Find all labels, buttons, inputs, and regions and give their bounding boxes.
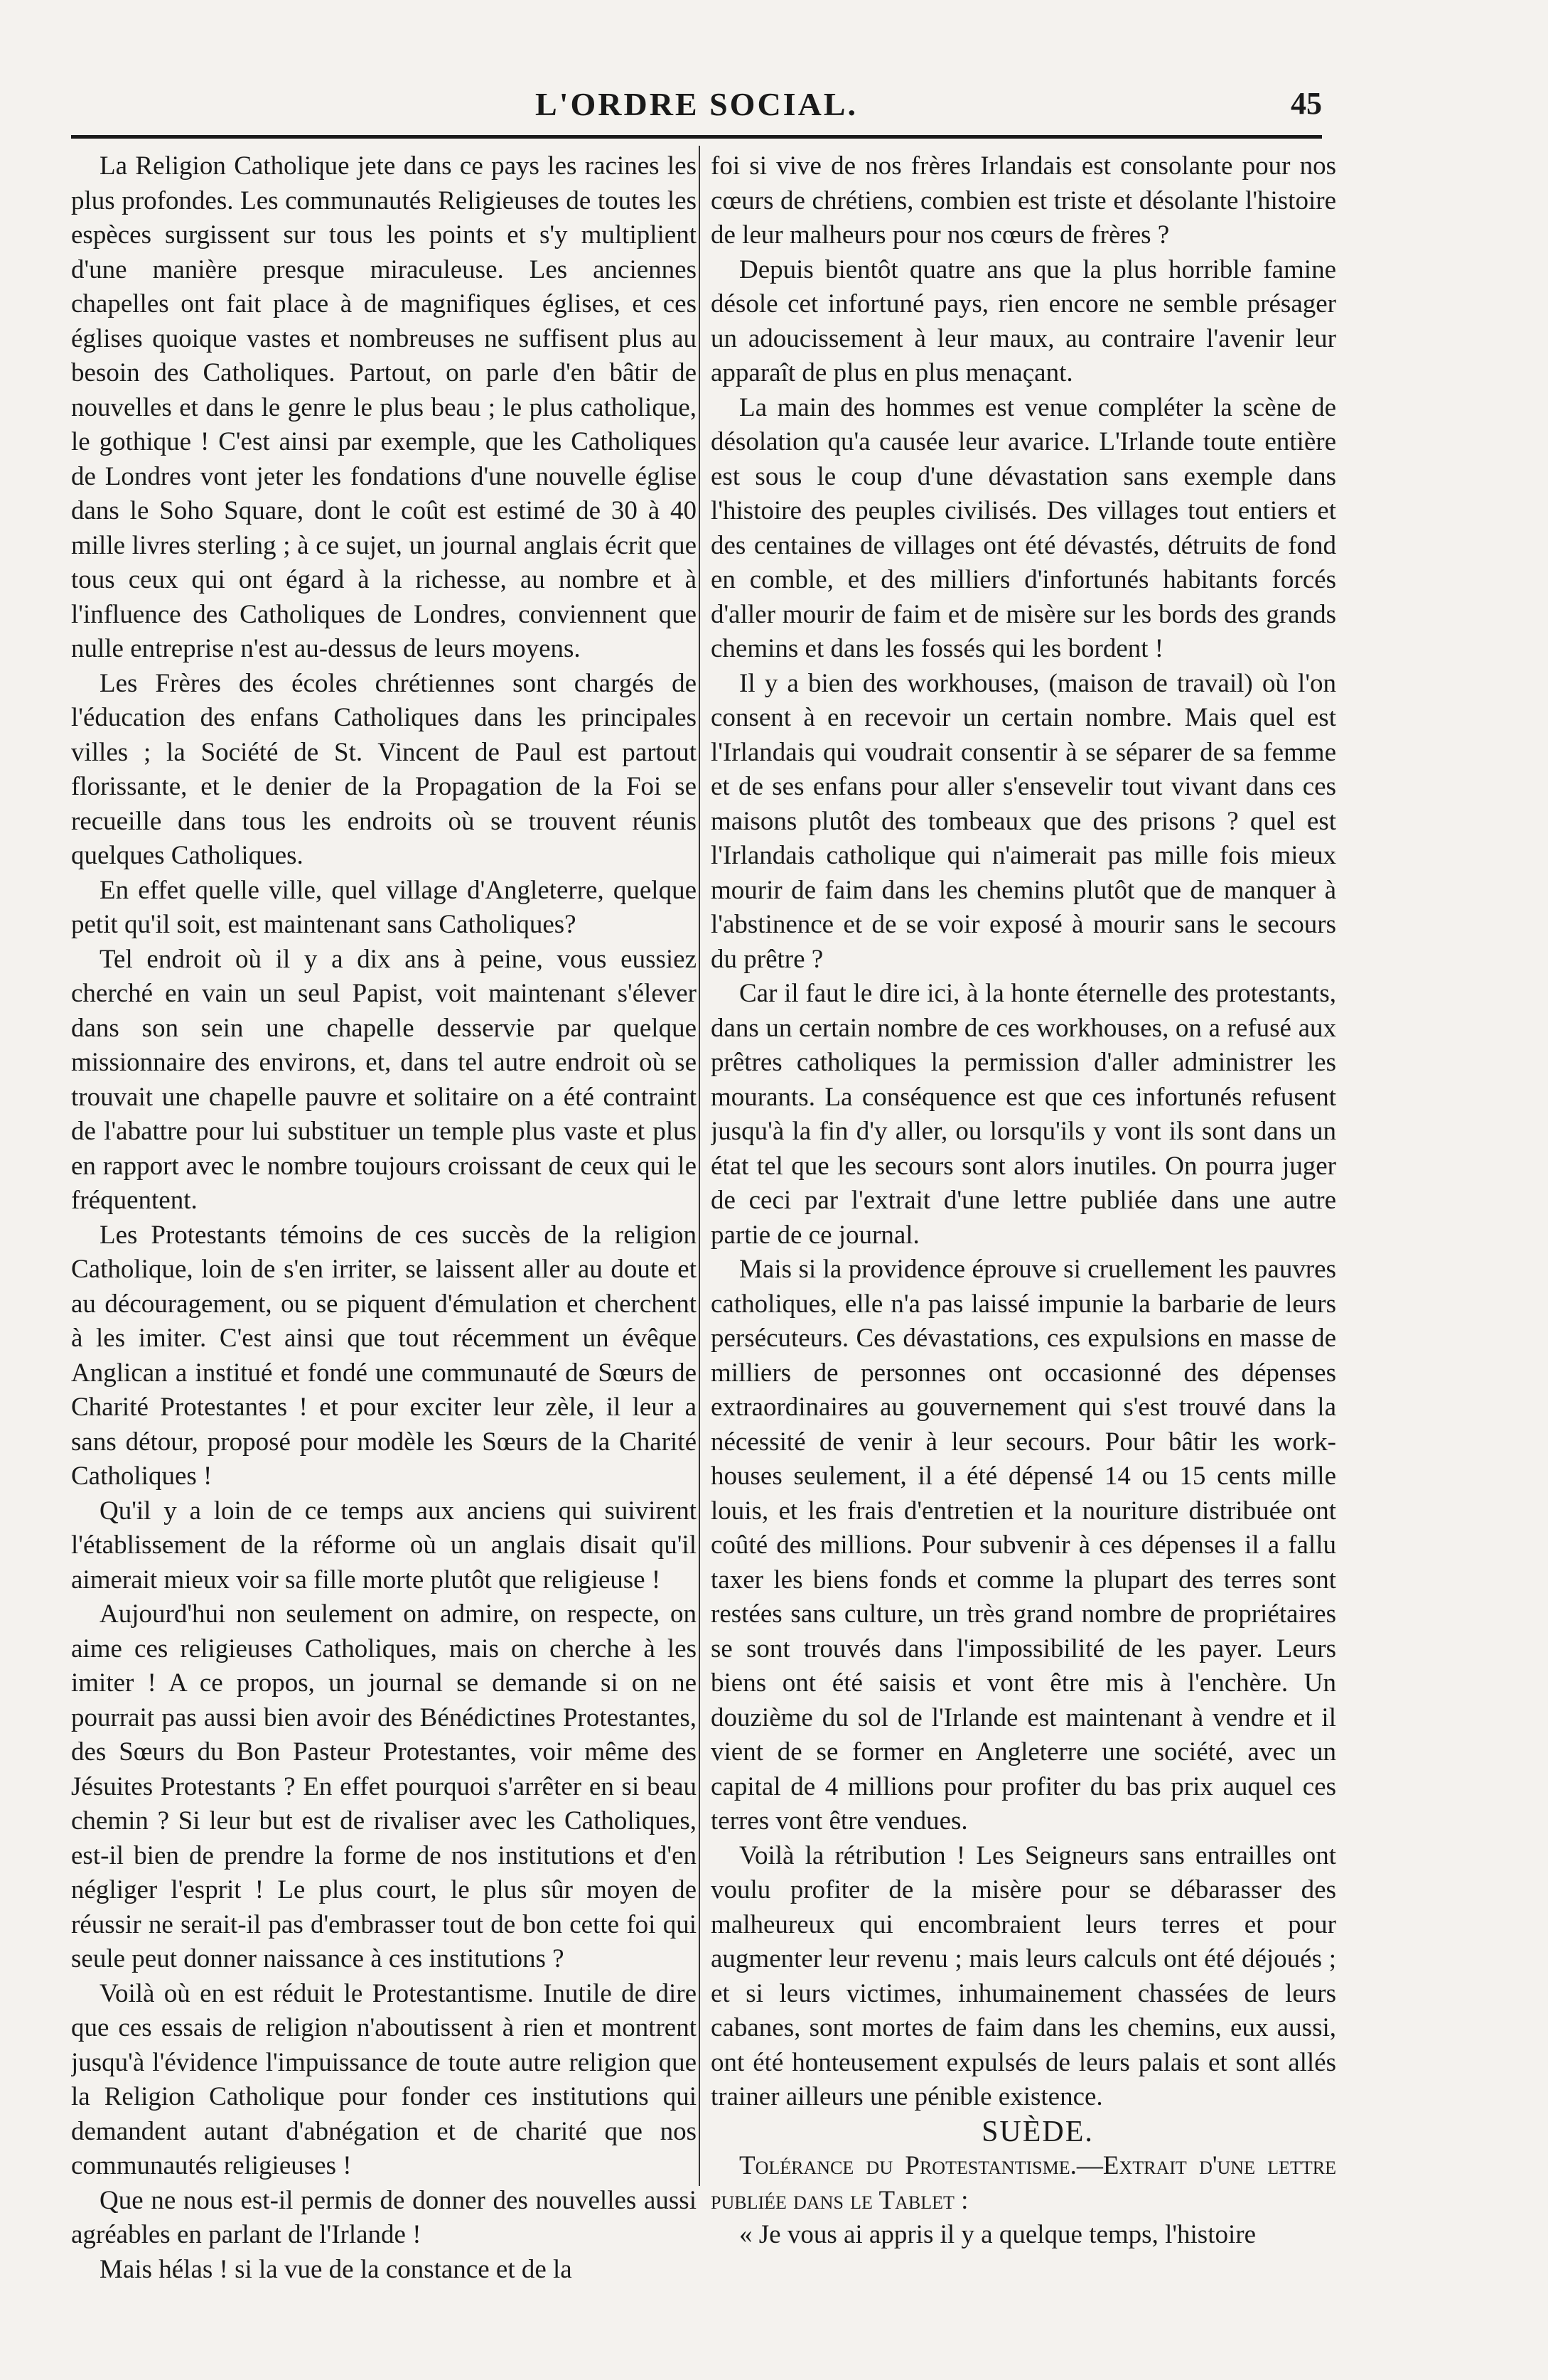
column-divider: [699, 146, 700, 2186]
paragraph: Que ne nous est-il permis de donner des nouvelles aussi agréables en parlant de l'Irlande !: [71, 2185, 697, 2249]
running-title: L'ORDRE SOCIAL.: [535, 86, 858, 122]
paragraph: Mais hélas ! si la vue de la constance et de la: [100, 2254, 572, 2284]
paragraph: Voilà où en est réduit le Protestantisme. Inutile de dire que ces essais de religion n'aboutissent à rien et montrent jusqu'à l'évidence l'impuissance de toute autre religion que la Religion Catholique pour fonder ces institutions qui demandent autant d'abnégation et de charité que nos communautés religieuses !: [71, 1978, 697, 2180]
paragraph: En effet quelle ville, quel village d'Angleterre, quelque petit qu'il soit, est maintenant sans Catholiques?: [71, 875, 697, 939]
paragraph: Voilà la rétribution ! Les Seigneurs sans entrailles ont voulu profiter de la misère pour se débarasser des malheureux qui encombraient leurs terres et pour augmenter leur revenu ; mais leurs calculs ont été déjoués ; et si leurs victimes, inhumainement chassées de leurs cabanes, sont mortes de faim dans les chemins, eux aussi, ont été honteusement expulsés de leurs palais et sont allés trainer ailleurs une pénible existence.: [711, 1840, 1336, 2111]
paragraph: Aujourd'hui non seulement on admire, on respecte, on aime ces religieuses Catholiques, mais on cherche à les imiter ! A ce propos, un journal se demande si on ne pourrait pas aussi bien avoir des Bénédictines Protestantes, des Sœurs du Bon Pasteur Protestantes, voir même des Jésuites Protestants ? En effet pourquoi s'arrêter en si beau chemin ? Si leur but est de rivaliser avec les Catholiques, est-il bien de prendre la forme de nos institutions et d'en négliger l'esprit ! Le plus court, le plus sûr moyen de réussir ne serait-il pas d'embrasser tout de bon cette foi qui seule peut donner naissance à ces institutions ?: [71, 1599, 697, 1973]
paragraph: Mais si la providence éprouve si cruellement les pauvres catholiques, elle n'a pas laissé impunie la barbarie de leurs persécuteurs. Ces dévastations, ces expulsions en masse de milliers de personnes ont occasionné des dépenses extraordinaires au gouvernement qui s'est trouvé dans la nécessité de venir à leur secours. Pour bâtir les work-houses seulement, il a été dépensé 14 ou 15 cents mille louis, et les frais d'entretien et la nouriture distribuée ont coûté des millions. Pour subvenir à ces dépenses il a fallu taxer les biens fonds et comme la plupart des terres sont restées sans culture, un très grand nombre de propriétaires se sont trouvés dans l'impossibilité de les payer. Leurs biens ont été saisis et vont être mis à l'enchère. Un douzième du sol de l'Irlande est maintenant à vendre et il vient de se former en Angleterre une société, avec un capital de 4 millions pour profiter du bas prix auquel ces terres vont être vendues.: [711, 1255, 1336, 1835]
paragraph: Il y a bien des workhouses, (maison de travail) où l'on consent à en recevoir un certain nombre. Mais quel est l'Irlandais qui voudrait consentir à se séparer de sa femme et de ses enfans pour aller s'ensevelir tout vivant dans ces maisons plutôt des tombeaux que des prisons ? quel est l'Irlandais catholique qui n'aimerait pas mille fois mieux mourir de faim dans les chemins plutôt que de manquer à l'abstinence et de se voir exposé à mourir sans le secours du prêtre ?: [711, 668, 1336, 974]
page-number: 45: [1291, 86, 1322, 121]
paragraph: Les Protestants témoins de ces succès de la religion Catholique, loin de s'en irriter, se laissent aller au doute et au découragement, ou se piquent d'émulation et cherchent à les imiter. C'est ainsi que tout récemment un évêque Anglican a institué et fondé une communauté de Sœurs de Charité Protestantes ! et pour exciter leur zèle, il leur a sans détour, proposé pour modèle les Sœurs de la Charité Catholiques !: [71, 1220, 697, 1491]
left-column: [71, 149, 697, 2332]
page-header: [71, 85, 1322, 135]
paragraph: Tel endroit où il y a dix ans à peine, vous eussiez cherché en vain un seul Papist, voit maintenant s'élever dans son sein une chapelle desservie par quelque missionnaire des environs, et, dans tel autre endroit où se trouvait une chapelle pauvre et solitaire on a été contraint de l'abattre pour lui substituer un temple plus vaste et plus en rapport avec le nombre toujours croissant de ceux qui le fréquentent.: [71, 944, 697, 1215]
paragraph: foi si vive de nos frères Irlandais est consolante pour nos cœurs de chrétiens, combien est triste et désolante l'histoire de leur malheurs pour nos cœurs de frères ?: [711, 151, 1336, 250]
paragraph: Car il faut le dire ici, à la honte éternelle des protestants, dans un certain nombre de ces workhouses, on a refusé aux prêtres catholiques la permission d'aller administrer les mourants. La conséquence est que ces infortunés refusent jusqu'à la fin d'y aller, ou lorsqu'ils y vont ils sont dans un état tel que les secours sont alors inutiles. On pourra juger de ceci par l'extrait d'une lettre publiée dans une autre partie de ce journal.: [711, 979, 1336, 1250]
section-intro: Tolérance du Protestantisme.—Extrait d'une lettre publiée dans le Tablet :: [711, 2151, 1336, 2215]
paragraph: Les Frères des écoles chrétiennes sont chargés de l'éducation des enfans Catholiques dans les principales villes ; la Société de St. Vincent de Paul est partout florissante, et le denier de la Propagation de la Foi se recueille dans tous les endroits où se trouvent réunis quelques Catholiques.: [71, 668, 697, 870]
section-heading: SUÈDE.: [982, 2115, 1094, 2148]
quote-start: « Je vous ai appris il y a quelque temps, l'histoire: [739, 2220, 1257, 2249]
right-column: [711, 149, 1336, 2332]
paragraph: La Religion Catholique jete dans ce pays les racines les plus profondes. Les communautés Religieuses de toutes les espèces surgissent sur tous les points et s'y multiplient d'une manière presque miraculeuse. Les anciennes chapelles ont fait place à de magnifiques églises, et ces églises quoique vastes et nombreuses ne suffisent plus au besoin des Catholiques. Partout, on parle d'en bâtir de nouvelles et dans le genre le plus beau ; le plus catholique, le gothique ! C'est ainsi par exemple, que les Catholiques de Londres vont jeter les fondations d'une nouvelle église dans le Soho Square, dont le coût est estimé de 30 à 40 mille livres sterling ; à ce sujet, un journal anglais écrit que tous ceux qui ont égard à la richesse, au nombre et à l'influence des Catholiques de Londres, conviennent que nulle entreprise n'est au-dessus de leurs moyens.: [71, 151, 697, 663]
paragraph: Qu'il y a loin de ce temps aux anciens qui suivirent l'établissement de la réforme où un anglais disait qu'il aimerait mieux voir sa fille morte plutôt que religieuse !: [71, 1496, 697, 1594]
header-rule: [71, 135, 1322, 139]
paragraph: Depuis bientôt quatre ans que la plus horrible famine désole cet infortuné pays, rien encore ne semble présager un adoucissement à leur maux, au contraire l'avenir leur apparaît de plus en plus menaçant.: [711, 254, 1336, 387]
paragraph: La main des hommes est venue compléter la scène de désolation qu'a causée leur avarice. L'Irlande toute entière est sous le coup d'une dévastation sans exemple dans l'histoire des peuples civilisés. Des villages tout entiers et des centaines de villages ont été dévastés, détruits de fond en comble, et des milliers d'infortunés habitants forcés d'aller mourir de faim et de misère sur les bords des grands chemins et dans les fossés qui les bordent !: [711, 392, 1336, 663]
